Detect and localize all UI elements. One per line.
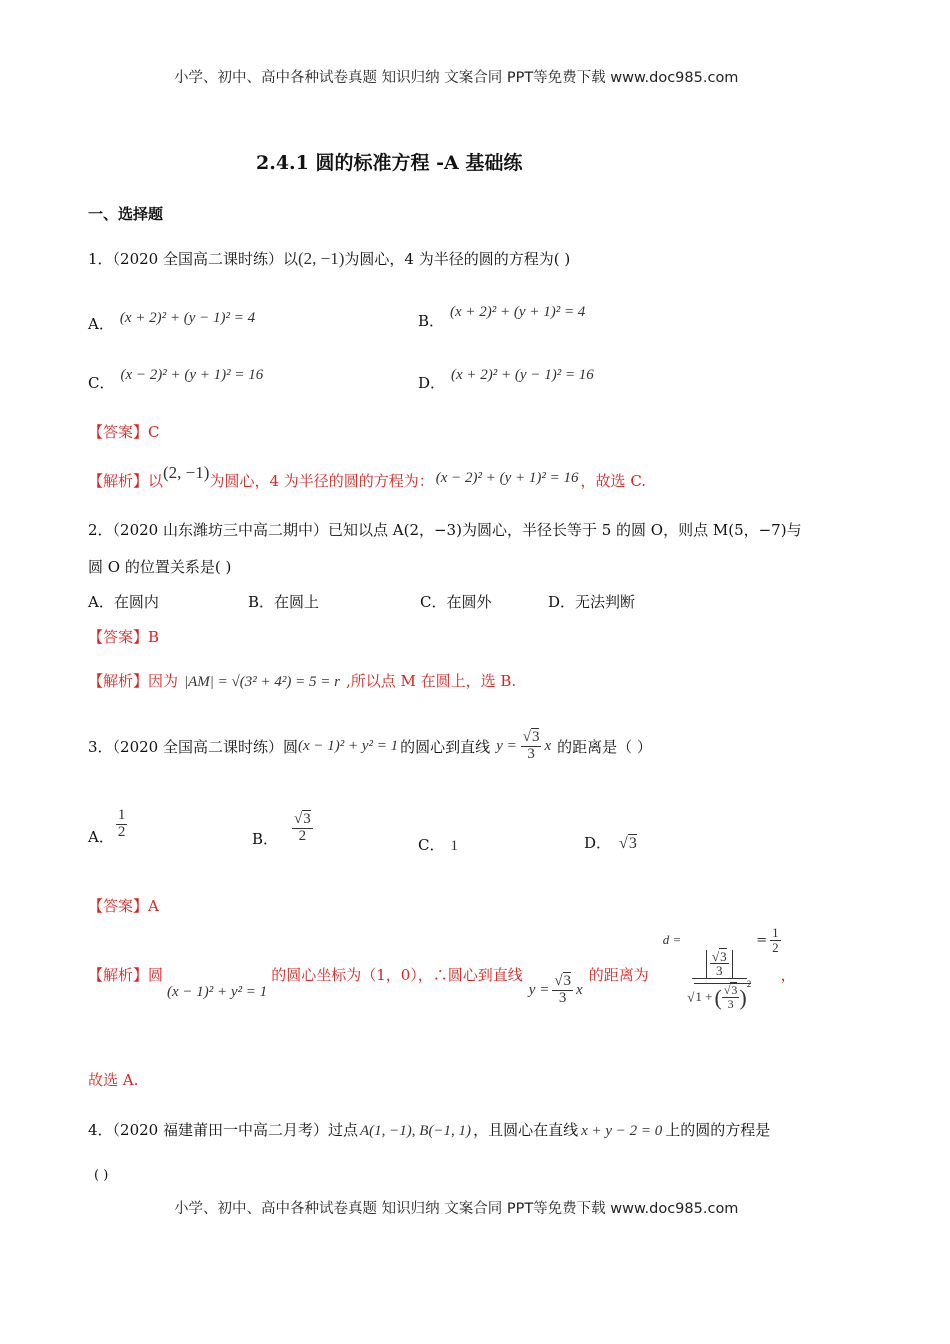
question-4-stem-mid: ，且圆心在直线 — [473, 1121, 579, 1139]
paren-fraction — [722, 984, 740, 1010]
inner-denominator: 3 — [716, 963, 723, 979]
question-1-stem-lead: 1．（2020 全国高二课时练）以 — [88, 250, 298, 268]
fraction-denominator: √ 1 + ( $\frac{√3}{3}$ ) $^2$ — [687, 979, 752, 1011]
question-3-var-x: x — [544, 737, 552, 754]
analysis-point: (2, −1) — [163, 463, 210, 482]
option-label: A． — [88, 315, 114, 333]
section-heading: 一、选择题 — [88, 205, 164, 223]
option-expression: (x + 2)² + (y + 1)² = 4 — [450, 304, 586, 320]
question-4-stem-lead: 4．（2020 福建莆田一中高二月考）过点 — [88, 1121, 358, 1139]
paren-numerator: √3 — [723, 983, 738, 998]
analysis-lead: 【解析】圆 — [88, 965, 164, 984]
question-3-stem-mid: 的圆心到直线 — [400, 737, 491, 756]
question-1-stem — [88, 248, 570, 269]
question-1-answer: 【答案】C — [88, 423, 160, 441]
option-3a — [88, 807, 127, 846]
fraction-denominator: 2 — [772, 939, 779, 955]
fraction-denominator: 3 — [558, 989, 567, 1006]
option-2c: C．在圆外 — [420, 593, 492, 611]
inner-numerator: √3 — [711, 948, 727, 964]
analysis-expression: (x − 2)² + (y + 1)² = 16 — [435, 470, 579, 486]
analysis-mid: 的圆心坐标为（1，0），∴圆心到直线 — [271, 965, 523, 984]
fraction-numerator — [692, 950, 747, 979]
question-4-stem-tail: 上的圆的方程是 — [665, 1121, 771, 1139]
option-3b-fraction — [292, 812, 313, 845]
line-slope-fraction — [552, 974, 573, 1007]
analysis-end: ，故选 C. — [580, 472, 647, 490]
question-4-points: A(1, −1), B(−1, 1) — [360, 1123, 472, 1139]
option-3a-fraction — [116, 808, 128, 841]
page-footer: 小学、初中、高中各种试卷真题 知识归纳 文案合同 PPT等免费下载 www.doc985.com — [174, 1201, 739, 1217]
result-fraction — [770, 926, 781, 954]
analysis-expression: |AM| = √(3² + 4²) = 5 = r — [184, 674, 340, 690]
question-2-stem-line1: 2．（2020 山东潍坊三中高二期中）已知以点 A(2，−3)为圆心，半径长等于 5 的圆 O，则点 M(5，−7)与 — [88, 521, 802, 539]
question-1-answer-paren: ( ) — [553, 250, 571, 268]
fraction-numerator: √3 — [522, 729, 540, 745]
page-title: 2.4.1 圆的标准方程 -A 基础练 — [256, 152, 523, 174]
option-2d: D．无法判断 — [548, 593, 636, 611]
question-3-answer: 【答案】A — [88, 897, 159, 915]
analysis-end: ,所以点 M 在圆上，选 B. — [345, 672, 517, 690]
question-3-slope-fraction — [521, 730, 542, 763]
question-2-analysis — [88, 670, 516, 691]
option-label: C． — [88, 374, 115, 392]
line-lhs: y = — [528, 981, 550, 998]
question-3-circle-equation: (x − 1)² + y² = 1 — [298, 737, 399, 754]
option-label: D． — [584, 834, 612, 852]
option-value: √3 — [619, 835, 637, 852]
fraction-numerator: 1 — [772, 924, 779, 940]
question-3-stem — [88, 730, 652, 763]
option-1b — [418, 300, 586, 330]
question-2-answer: 【答案】B — [88, 628, 160, 646]
radicand — [694, 979, 752, 1011]
option-label: B． — [252, 829, 279, 848]
question-2-stem-line2: 圆 O 的位置关系是( ) — [88, 558, 232, 576]
paren-denominator: 3 — [727, 996, 734, 1011]
d-label: d = — [662, 932, 682, 947]
question-3-stem-tail: 的距离是（ ） — [557, 737, 652, 756]
question-4-answer-paren: ( ) — [94, 1168, 109, 1183]
question-1-center-point: (2, −1) — [298, 249, 345, 268]
analysis-mid: 为圆心，4 为半径的圆的方程为： — [209, 472, 434, 490]
option-1a — [88, 306, 256, 333]
option-2b: B．在圆上 — [248, 593, 320, 611]
option-3d — [584, 832, 637, 853]
option-expression: (x + 2)² + (y − 1)² = 16 — [451, 367, 594, 383]
option-expression: (x + 2)² + (y − 1)² = 4 — [119, 310, 256, 326]
option-expression: (x − 2)² + (y + 1)² = 16 — [120, 367, 264, 383]
paren-group: ( $\frac{√3}{3}$ ) $^2$ — [714, 979, 752, 1011]
fraction-numerator: √3 — [554, 972, 572, 989]
analysis-circle-equation: (x − 1)² + y² = 1 — [167, 983, 268, 1000]
question-3-line-lhs: y = — [496, 737, 517, 754]
option-1d — [418, 363, 594, 392]
fraction-denominator: 2 — [117, 823, 126, 840]
option-3b — [252, 811, 313, 848]
fraction-denominator: 2 — [298, 827, 307, 844]
question-1-analysis — [88, 462, 647, 490]
analysis-lead: 【解析】因为 — [88, 672, 179, 690]
distance-fraction — [685, 950, 753, 1010]
analysis-comma: ， — [780, 965, 796, 984]
analysis-distance-formula: d = $\frac{√3}{3}$ √ 1 + ( $\frac{√3}{3}$ ) $^2$ = $\frac{1}{2}$ — [662, 924, 779, 1011]
analysis-lead: 【解析】以 — [88, 472, 164, 490]
fraction-denominator: 3 — [527, 745, 535, 762]
line-var-x: x — [576, 981, 583, 998]
question-3-analysis — [88, 924, 796, 1020]
one-plus: 1 + — [695, 989, 713, 1005]
question-4-line-equation: x + y − 2 = 0 — [581, 1123, 663, 1139]
option-3c — [418, 834, 458, 855]
question-3-stem-lead: 3．（2020 全国高二课时练）圆 — [88, 737, 298, 756]
fraction-numerator: 1 — [117, 807, 126, 823]
page-header: 小学、初中、高中各种试卷真题 知识归纳 文案合同 PPT等免费下载 www.doc985.com — [174, 70, 739, 86]
fraction-numerator: √3 — [294, 811, 311, 827]
option-2a: A．在圆内 — [88, 593, 159, 611]
question-4-stem — [88, 1119, 770, 1140]
option-1c — [88, 363, 264, 392]
option-label: C． — [418, 836, 445, 854]
abs-fraction — [706, 950, 733, 978]
option-label: D． — [418, 374, 446, 392]
question-1-stem-tail: 为圆心，4 为半径的圆的方程为 — [344, 250, 554, 268]
question-3-conclusion: 故选 A. — [88, 1071, 139, 1089]
option-label: B． — [418, 312, 445, 330]
analysis-line-formula — [529, 974, 583, 1007]
option-value: 1 — [450, 838, 458, 854]
analysis-dist: 的距离为 — [588, 965, 649, 984]
option-label: A． — [88, 827, 114, 846]
